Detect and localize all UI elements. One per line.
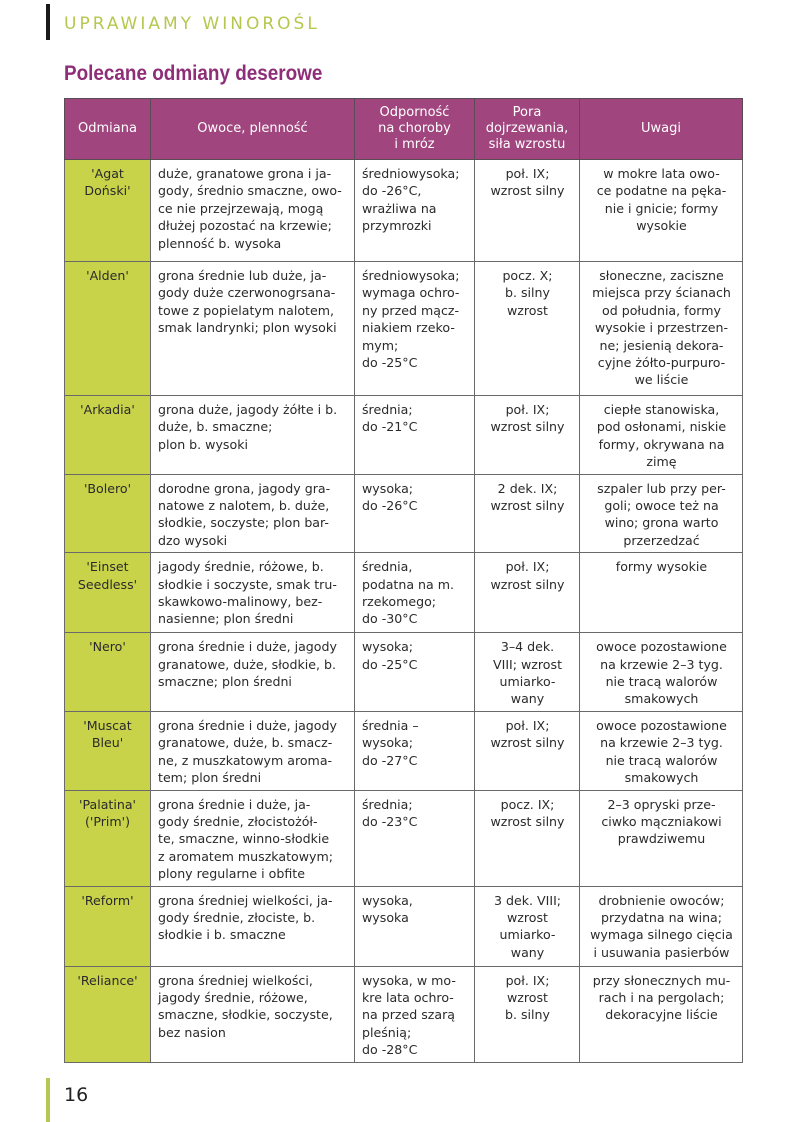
fruit-cell: grona średnie lub duże, ja- gody duże czerwonogrsana- towe z popielatym nalotem, smak landrynki; plon wysoki	[151, 262, 355, 396]
resistance-cell: średnia; do -23°C	[355, 790, 475, 886]
notes-cell: drobnienie owoców; przydatna na wina; wymaga silnego cięcia i usuwania pasierbów	[580, 886, 743, 966]
column-header-resistance: Odporność na choroby i mróz	[355, 99, 475, 160]
variety-name: 'Reliance'	[65, 966, 151, 1062]
ripening-cell: poł. IX; wzrost silny	[475, 553, 580, 633]
fruit-cell: grona duże, jagody żółte i b. duże, b. smaczne; plon b. wysoki	[151, 396, 355, 475]
fruit-cell: grona średniej wielkości, jagody średnie, różowe, smaczne, słodkie, soczyste, bez nasion	[151, 966, 355, 1062]
notes-cell: szpaler lub przy per- goli; owoce też na wino; grona warto przerzedzać	[580, 474, 743, 553]
resistance-cell: średnia, podatna na m. rzekomego; do -30°C	[355, 553, 475, 633]
resistance-cell: średnia; do -21°C	[355, 396, 475, 475]
page-number: 16	[64, 1084, 89, 1106]
variety-name: 'Agat Doński'	[65, 160, 151, 262]
fruit-cell: duże, granatowe grona i ja- gody, średnio smaczne, owo- ce nie przejrzewają, mogą dłużej pozostać na krzewie; plenność b. wysoka	[151, 160, 355, 262]
table-row	[65, 886, 743, 966]
table-row	[65, 966, 743, 1062]
table-header-row	[65, 99, 743, 160]
resistance-cell: wysoka, w mo- kre lata ochro- na przed szarą pleśnią; do -28°C	[355, 966, 475, 1062]
resistance-cell: wysoka; do -26°C	[355, 474, 475, 553]
table-row	[65, 633, 743, 712]
variety-name: 'Arkadia'	[65, 396, 151, 475]
table-row	[65, 711, 743, 790]
variety-name: 'Einset Seedless'	[65, 553, 151, 633]
ripening-cell: pocz. IX; wzrost silny	[475, 790, 580, 886]
ripening-cell: pocz. X; b. silny wzrost	[475, 262, 580, 396]
varieties-table	[64, 98, 743, 1063]
fruit-cell: grona średnie i duże, jagody granatowe, duże, b. smacz- ne, z muszkatowym aroma- tem; plon średni	[151, 711, 355, 790]
resistance-cell: średnia – wysoka; do -27°C	[355, 711, 475, 790]
ripening-cell: poł. IX; wzrost silny	[475, 160, 580, 262]
ripening-cell: poł. IX; wzrost silny	[475, 396, 580, 475]
notes-cell: formy wysokie	[580, 553, 743, 633]
column-header-notes: Uwagi	[580, 99, 743, 160]
notes-cell: 2–3 opryski prze- ciwko mączniakowi prawdziwemu	[580, 790, 743, 886]
column-header-variety: Odmiana	[65, 99, 151, 160]
notes-cell: owoce pozostawione na krzewie 2–3 tyg. nie tracą walorów smakowych	[580, 633, 743, 712]
ripening-cell: 2 dek. IX; wzrost silny	[475, 474, 580, 553]
ripening-cell: poł. IX; wzrost b. silny	[475, 966, 580, 1062]
fruit-cell: grona średnie i duże, jagody granatowe, duże, słodkie, b. smaczne; plon średni	[151, 633, 355, 712]
table-row	[65, 790, 743, 886]
fruit-cell: grona średniej wielkości, ja- gody średnie, złociste, b. słodkie i b. smaczne	[151, 886, 355, 966]
variety-name: 'Alden'	[65, 262, 151, 396]
notes-cell: ciepłe stanowiska, pod osłonami, niskie formy, okrywana na zimę	[580, 396, 743, 475]
resistance-cell: wysoka; do -25°C	[355, 633, 475, 712]
notes-cell: słoneczne, zaciszne miejsca przy ścianach od południa, formy wysokie i przestrzen- ne; jesienią dekora- cyjne żółto-purpuro- we liście	[580, 262, 743, 396]
variety-name: 'Bolero'	[65, 474, 151, 553]
notes-cell: owoce pozostawione na krzewie 2–3 tyg. nie tracą walorów smakowych	[580, 711, 743, 790]
column-header-fruit: Owoce, plenność	[151, 99, 355, 160]
variety-name: 'Reform'	[65, 886, 151, 966]
header-accent-bar	[46, 4, 50, 40]
table-row	[65, 396, 743, 475]
variety-name: 'Nero'	[65, 633, 151, 712]
fruit-cell: jagody średnie, różowe, b. słodkie i soczyste, smak tru- skawkowo-malinowy, bez- nasienne; plon średni	[151, 553, 355, 633]
column-header-ripening: Pora dojrzewania, siła wzrostu	[475, 99, 580, 160]
ripening-cell: 3 dek. VIII; wzrost umiarko- wany	[475, 886, 580, 966]
table-row	[65, 553, 743, 633]
table-row	[65, 262, 743, 396]
ripening-cell: 3–4 dek. VIII; wzrost umiarko- wany	[475, 633, 580, 712]
variety-name: 'Palatina' ('Prim')	[65, 790, 151, 886]
footer-accent-bar	[46, 1078, 50, 1122]
page-title: Polecane odmiany deserowe	[64, 62, 323, 85]
notes-cell: w mokre lata owo- ce podatne na pęka- nie i gnicie; formy wysokie	[580, 160, 743, 262]
table-row	[65, 474, 743, 553]
variety-name: 'Muscat Bleu'	[65, 711, 151, 790]
ripening-cell: poł. IX; wzrost silny	[475, 711, 580, 790]
fruit-cell: grona średnie i duże, ja- gody średnie, złocistożół- te, smaczne, winno-słodkie z aromatem muszkatowym; plony regularne i obfite	[151, 790, 355, 886]
running-head: UPRAWIAMY WINOROŚL	[64, 14, 320, 34]
resistance-cell: średniowysoka; do -26°C, wrażliwa na przymrozki	[355, 160, 475, 262]
resistance-cell: wysoka, wysoka	[355, 886, 475, 966]
notes-cell: przy słonecznych mu- rach i na pergolach; dekoracyjne liście	[580, 966, 743, 1062]
fruit-cell: dorodne grona, jagody gra- natowe z nalotem, b. duże, słodkie, soczyste; plon bar- dzo wysoki	[151, 474, 355, 553]
table-row	[65, 160, 743, 262]
resistance-cell: średniowysoka; wymaga ochro- ny przed mącz- niakiem rzeko- mym; do -25°C	[355, 262, 475, 396]
